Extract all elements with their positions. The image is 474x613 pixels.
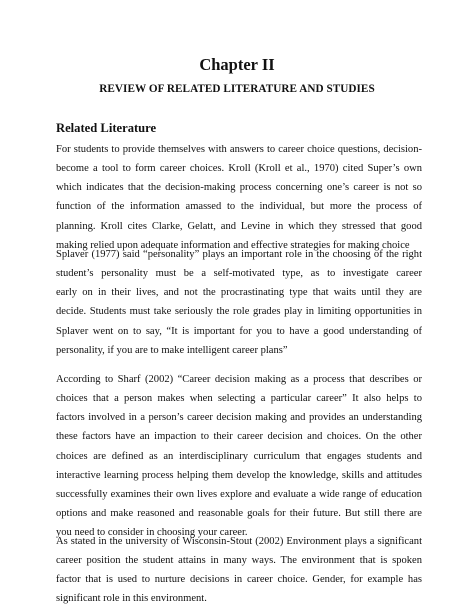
paragraph-line: According to Sharf (2002) “Career decision making as a process that describes or [56, 374, 422, 385]
paragraph-line: interactive learning process helping them develop the knowledge, skills and attitudes [56, 469, 422, 481]
paragraph-line: you need to consider in choosing your career. [56, 527, 248, 539]
paragraph-line: choices are defined as an interdisciplinary curriculum that engages students and [56, 450, 422, 462]
paragraph-line: personality, if you are to make intelligent career plans” [56, 344, 288, 356]
paragraph-line: options and make reasoned and reasonable goals for their future. But still there are [56, 507, 422, 519]
chapter-title: Chapter II [199, 55, 275, 74]
paragraph-line: As stated in the university of Wisconsin-Stout (2002) Environment plays a significant [56, 536, 422, 547]
paragraph-line: successfully examines their own lives explore and evaluate a wide range of education [56, 488, 422, 500]
paragraph-line: planning. Kroll cites Clarke, Gelatt, and Levine in which they stressed that good [56, 220, 422, 232]
paragraph-2 [56, 245, 422, 360]
paragraph-line: career position the student attains in many ways. The environment that is spoken [56, 555, 422, 567]
paragraph-4 [56, 532, 422, 609]
paragraph-line: Splaver went on to say, “It is important for you to have a good understanding of [56, 325, 422, 337]
paragraph-line: factors involved in a person’s career decision making and provides an understanding [56, 412, 422, 424]
paragraph-line: making relied upon adequate information and effective strategies for making choice [56, 239, 410, 251]
paragraph-line: decide. Students must take seriously the role grades play in limiting opportunities in [56, 306, 422, 318]
paragraph-line: factor that is used to nurture decisions in career choice. Gender, for example has [56, 574, 422, 586]
paragraph-line: become a tool to form career choices. Kroll (Kroll et al., 1970) cited Super’s own [56, 163, 422, 175]
paragraph-line: these factors have an impaction to their career decision and choices. On the other [56, 431, 422, 443]
paragraph-line: function of the information amassed to the individual, but more the process of [56, 201, 422, 213]
paragraph-line: Splaver (1977) said “personality” plays an important role in the choosing of the right [56, 249, 422, 260]
paragraph-line: significant role in this environment. [56, 593, 207, 605]
paragraph-line: student’s personality must be a self-motivated type, as to investigate career [56, 268, 422, 280]
paragraph-3 [56, 370, 422, 542]
paragraph-line: For students to provide themselves with answers to career choice questions, decision- [56, 144, 422, 155]
paragraph-line: which indicates that the decision-making process concerning one’s career is not so [56, 182, 422, 194]
chapter-subtitle: REVIEW OF RELATED LITERATURE AND STUDIES [99, 83, 375, 95]
paragraph-line: early on in their lives, and not the procrastinating type that waits until they are [56, 287, 422, 299]
paragraph-1 [56, 140, 422, 255]
section-heading: Related Literature [56, 121, 157, 135]
paragraph-line: choices that a person makes when selecting a particular career” It also helps to [56, 393, 422, 405]
